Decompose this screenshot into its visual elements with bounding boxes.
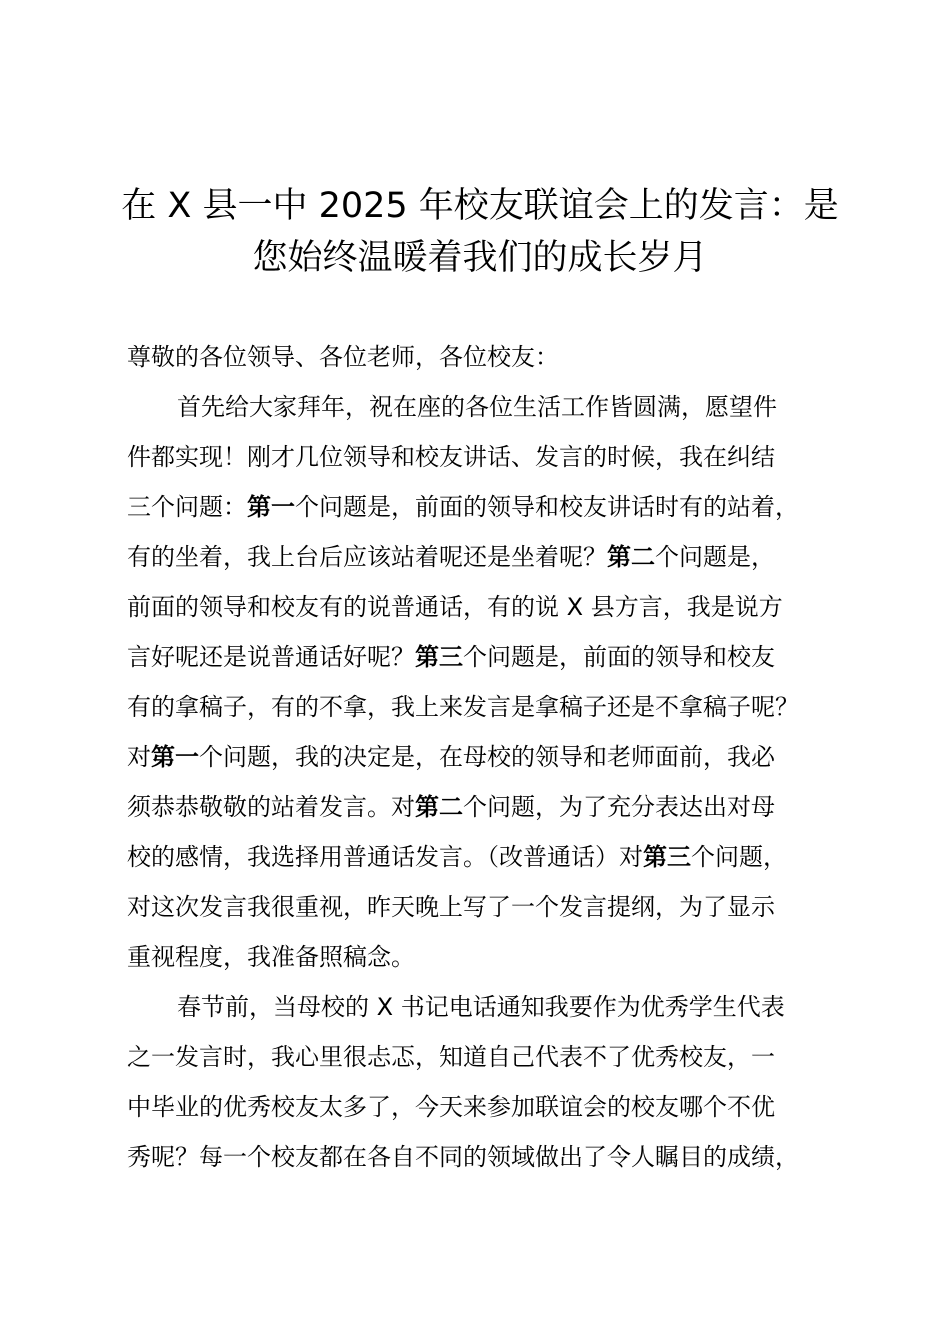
text-run: 个问题是， [655, 543, 775, 571]
paragraph-1-line [127, 832, 857, 882]
paragraph-1-line [127, 482, 857, 532]
document-title [100, 180, 860, 284]
bold-run: 第三 [643, 843, 691, 871]
document-body [127, 332, 857, 1182]
text-run: 须恭恭敬敬的站着发言。对 [127, 793, 415, 821]
text-run: 个问题， [691, 843, 787, 871]
salutation: 尊敬的各位领导、各位老师，各位校友： [127, 343, 559, 371]
text-run: 对 [127, 743, 151, 771]
text-run: 个问题，我的决定是，在母校的领导和老师面前，我必 [199, 743, 775, 771]
bold-run: 第一 [151, 743, 199, 771]
paragraph-1-line: 对这次发言我很重视，昨天晚上写了一个发言提纲，为了显示 [127, 893, 775, 921]
bold-run: 第二 [415, 793, 463, 821]
bold-run: 第二 [607, 543, 655, 571]
paragraph-1-line [127, 632, 857, 682]
paragraph-2-line: 中毕业的优秀校友太多了，今天来参加联谊会的校友哪个不优 [127, 1093, 775, 1121]
paragraph-2-line: 春节前，当母校的 X 书记电话通知我要作为优秀学生代表 [177, 993, 785, 1021]
text-run: 个问题是，前面的领导和校友讲话时有的站着， [295, 493, 799, 521]
text-run: 三个问题： [127, 493, 247, 521]
text-run: 个问题，为了充分表达出对母 [463, 793, 775, 821]
bold-run: 第一 [247, 493, 295, 521]
paragraph-2-line: 秀呢？每一个校友都在各自不同的领域做出了令人瞩目的成绩， [127, 1143, 799, 1171]
title-line-2: 您始终温暖着我们的成长岁月 [252, 238, 708, 278]
paragraph-1-line: 前面的领导和校友有的说普通话，有的说 X 县方言，我是说方 [127, 593, 783, 621]
text-run: 个问题是，前面的领导和校友 [463, 643, 775, 671]
paragraph-2-line: 之一发言时，我心里很忐忑，知道自己代表不了优秀校友，一 [127, 1043, 775, 1071]
paragraph-1-line [127, 732, 857, 782]
text-run: 有的坐着，我上台后应该站着呢还是坐着呢？ [127, 543, 607, 571]
paragraph-1-line [127, 532, 857, 582]
bold-run: 第三 [415, 643, 463, 671]
text-run: 校的感情，我选择用普通话发言。（改普通话）对 [127, 843, 643, 871]
paragraph-1-line: 有的拿稿子，有的不拿，我上来发言是拿稿子还是不拿稿子呢？ [127, 693, 799, 721]
paragraph-1-line [127, 782, 857, 832]
text-run: 言好呢还是说普通话好呢？ [127, 643, 415, 671]
paragraph-1-line: 首先给大家拜年，祝在座的各位生活工作皆圆满，愿望件 [177, 393, 777, 421]
paragraph-1-line: 重视程度，我准备照稿念。 [127, 943, 415, 971]
paragraph-1-line: 件都实现！刚才几位领导和校友讲话、发言的时候，我在纠结 [127, 443, 775, 471]
title-line-1: 在 X 县一中 2025 年校友联谊会上的发言：是 [121, 186, 839, 226]
